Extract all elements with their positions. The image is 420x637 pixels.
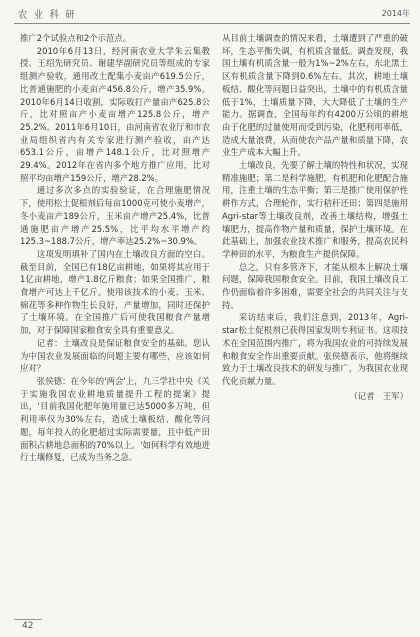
author-credit: （记者 王军） bbox=[349, 390, 408, 401]
paragraph: 推广2个试验点和2个示范点。 bbox=[20, 33, 132, 43]
magazine-title: 农 业 科 研 bbox=[18, 10, 77, 21]
left-column bbox=[20, 32, 210, 464]
paragraph: 通过多次多点的实验验证，在合理施肥情况下，使用松土促根剂后每亩1000克可使小麦增产，冬小麦亩产189公斤，玉米亩产增产25.4%，比普通施肥亩产增产25.5%，比平均水平增产约125.3~188.7公斤，增产率达25.2%~30.9%。 bbox=[20, 185, 210, 247]
paragraph: 土壤改良，先要了解土壤的特性和状况，实现精准施肥；第二是科学施肥，有机肥和化肥配合施用，注重土壤的生态平衡；第三是推广使用保护性耕作方式，合理轮作，实行秸秆还田；第四是施用Agri-star等土壤改良剂，改善土壤结构，增强土壤肥力，提高作物产量和质量，保护土壤环境。在此基础上，加强农业技术推广和服务，提高农民科学种田的水平，为粮食生产提供保障。 bbox=[222, 160, 408, 259]
right-column bbox=[222, 32, 408, 402]
paragraph: 总之，只有多管齐下，才能从根本上解决土壤问题，保障我国粮食安全。目前，我国土壤改良工作仍面临着许多困难，需要全社会的共同关注与支持。 bbox=[222, 261, 408, 310]
footer-rule bbox=[14, 619, 42, 620]
issue-year: 2014年 bbox=[381, 9, 410, 18]
header-rule bbox=[14, 23, 410, 24]
page-header bbox=[0, 0, 420, 30]
paragraph: 记者：土壤改良是保证粮食安全的基础。您认为中国农业发展面临的问题主要有哪些，应该如何应对？ bbox=[20, 337, 210, 374]
paragraph: 这项发明填补了国内在土壤改良方面的空白。截至目前，全国已有18亿亩耕地，如果将其应用于1亿亩耕地，增产1.8亿斤粮食；如果全国推广，粮食增产可达上千亿斤。使用该技术的小麦、玉米、棉花等多种作物生长良好，产量增加，同时还保护了土壤环境。在全国推广后可使我国粮食产量增加，对于保障国家粮食安全具有重要意义。 bbox=[20, 248, 210, 336]
paragraph: 张侯德：在今年的'两会'上，九三学社中央《关于实施我国农业耕地质量提升工程的提案》提出，'目前我国化肥年施用量已达5000多万吨，但利用率仅为30%左右，造成土壤板结、酸化等问题，每年投入的化肥超过实际需要量，且中低产田面积占耕地总面积的70%以上。'如何科学有效地进行土壤修复，已成为当务之急。 bbox=[20, 375, 210, 463]
paragraph: 从目前土壤调查的情况来看，土壤遭到了严重的破坏，生态平衡失调，有机质含量低。调查发现，我国土壤有机质含量一般为1%~2%左右，东北黑土区有机质含量下降到0.6%左右。其次，耕地土壤板结、酸化等问题日益突出，土壤中的有机质含量低于1%，土壤质量下降，大大降低了土壤的生产能力。据调查，全国每年约有4200万公顷的耕地由于化肥的过量使用而受到污染，化肥利用率低，造成大量浪费，从而使农产品产量和质量下降，农业生产成本大幅上升。 bbox=[222, 33, 408, 158]
page-number: 42 bbox=[22, 621, 34, 631]
paragraph: 采访结束后，我们注意到，2013年，Agri-star松土促根剂已获得国家发明专利证书。这项技术在全国范围内推广，将为我国农业的可持续发展和粮食安全作出重要贡献。张侯德表示，他将继续致力于土壤改良技术的研发与推广，为我国农业现代化贡献力量。 bbox=[222, 312, 408, 386]
paragraph: 2010年6月13日，经河南农业大学朱云集教授、王绍先研究员、谢建华副研究员等组成的专家组测产验收，通用改土配集小麦亩产619.5公斤，比普通施肥的小麦亩产456.8公斤，增产35.9%。2010年6月14日收割，实际收打产量亩产625.8公斤，比对照亩产小麦亩增产125.8公斤，增产25.2%。2011年6月10日，由河南省农业厅和市农业局组织省内有关专家进行测产验收，亩产达653.1公斤，亩增产148.1公斤，比对照增产29.4%。2012年在省内多个地方推广应用，比对照平均亩增产159公斤，增产28.2%。 bbox=[20, 45, 210, 183]
